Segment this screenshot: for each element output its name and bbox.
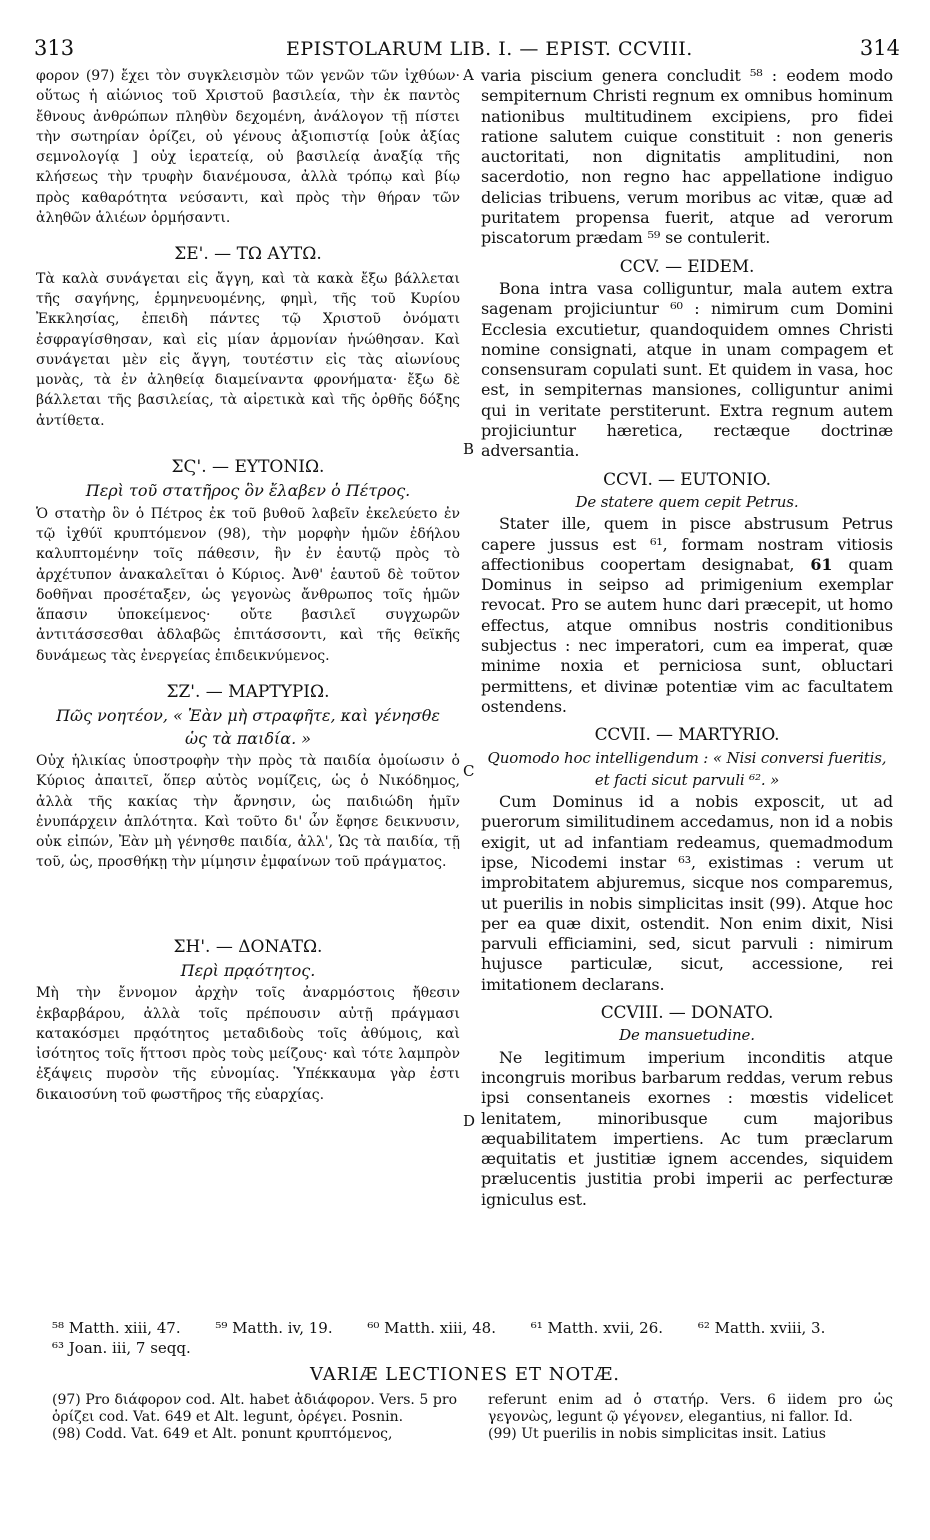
greek-heading-206: ΣϚ'. — ΕΥΤΟΝΙΩ.	[171, 457, 325, 478]
variae-lectiones-title: VARIÆ LECTIONES ET NOTÆ.	[310, 1364, 620, 1385]
latin-subtitle-208: De mansuetudine.	[619, 1026, 755, 1045]
latin-subtitle-206: De statere quem cepit Petrus.	[575, 492, 799, 511]
greek-column	[36, 66, 460, 1105]
greek-heading-205: ΣΕ'. — ΤΩ ΑΥΤΩ.	[174, 244, 322, 265]
margin-mark-d: D	[463, 1112, 476, 1130]
footnotes-line-1	[52, 1318, 912, 1338]
variae-right-column	[488, 1392, 893, 1443]
latin-paragraph-0: varia piscium genera concludit ⁵⁸ : eodem modo sempiternum Christi regnum ex omnibus hominum nationibus multitudinem excipiens, pro fidei ratione salutem cuique constituit : non generis auctoritati, non dignitatis amplitudini, non sacerdotio, non regno hac appellatione indiguo delicias tribuens, verum moribus ac vitæ, quæ ad puritatem propensa fuerit, atque ad verorum piscatorum prædam ⁵⁹ se contulerit.	[481, 66, 893, 248]
running-header	[0, 36, 930, 62]
footnote-63: ⁶³ Joan. iii, 7 seqq.	[52, 1339, 191, 1357]
margin-mark-a: A	[463, 66, 474, 84]
running-title: EPISTOLARUM LIB. I. — EPIST. CCVIII.	[286, 38, 693, 60]
latin-subtitle-207b: et facti sicut parvuli ⁶². »	[594, 770, 780, 789]
latin-paragraph-208: Ne legitimum imperium inconditis atque incongruis moribus barbarum reddas, verum rebus ipsi consentaneis exornes : mœstis videlicet lenitatem, minoribusque cum majoribus æquabilitatem impertiens. Ac tum præclarum æquitatis et justitiæ ignem accendes, siquidem prælucentis justitia probi imperii ac perfecturæ igniculus est.	[481, 1047, 893, 1209]
column-number: 61	[810, 554, 833, 574]
latin-column	[481, 66, 893, 1210]
latin-paragraph-206b: quam Dominus in seipso ad primigenium exemplar revocat. Pro se autem hunc dari præcepit, ut homo effectus, atque omnibus nostris conditionibus subjectus : nec imperatori, cum ea imperat, quæ minime noxia et perniciosa sunt, obluctari permittens, et divinæ potentiæ vim ac facultatem ostendens.	[481, 554, 894, 716]
latin-paragraph-206	[481, 514, 893, 717]
margin-mark-c: C	[463, 762, 475, 780]
latin-subtitle-207a: Quomodo hoc intelligendum : « Nisi conversi fueritis,	[487, 748, 887, 767]
latin-paragraph-207: Cum Dominus id a nobis exposcit, ut ad puerorum similitudinem accedamus, non id a nobis exigit, ut ad infantiam redeamus, quemadmodum ipse, Nicodemi instar ⁶³, existimas : verum ut improbitatem abjuremus, sicque nos comparemus, ut puerilis in nobis simplicitas insit (99). Atque hoc per ea quæ dixit, ostendit. Non enim dixit, Nisi parvuli efficiamini, sed, sicut parvuli : nimirum hujusce particulæ, sicut, accessione, rei imitationem declarans.	[481, 792, 893, 994]
greek-subtitle-207a: Πῶς νοητέον, « Ἐὰν μὴ στραφῆτε, καὶ γένησθε	[56, 706, 440, 726]
footnote-61: ⁶¹ Matth. xvii, 26.	[530, 1319, 664, 1337]
footnote-62: ⁶² Matth. xviii, 3.	[697, 1319, 826, 1337]
latin-paragraph-206a: Stater ille, quem in pisce abstrusum Petrus capere jussus est ⁶¹, formam nostram vitiosis affectionibus coopertam designabat,	[481, 514, 893, 574]
variae-note-98: (98) Codd. Vat. 649 et Alt. ponunt κρυπτόμενος,	[52, 1426, 393, 1442]
footnotes-line-2	[52, 1338, 912, 1358]
page-number-right: 314	[859, 36, 900, 60]
latin-heading-205: CCV. — EIDEM.	[619, 256, 755, 277]
latin-heading-208: CCVIII. — DONATO.	[600, 1003, 774, 1024]
greek-paragraph-0: φορον (97) ἔχει τὸν συγκλεισμὸν τῶν γενῶν τῶν ἰχθύων· οὕτως ἡ αἰώνιος τοῦ Χριστοῦ βασιλεία, τὴν ἐκ παντὸς ἔθνους ἀνθρώπων πληθὺν δεχομένη, ἀνάλογον τῇ πίστει τὴν σωτηρίαν ὁρίζει, οὐ γένους ἀξιοπιστίᾳ [οὐκ ἀξίας σεμνολογίᾳ ] οὐχ ἱερατείᾳ, οὐ βασιλείᾳ ἀναξίᾳ τῆς κλήσεως τὴν τρυφὴν διανέμουσα, ἀλλὰ τρόπῳ καὶ βίῳ πρὸς καθαρότητα νεύσαντι, καὶ πρὸς τὴν θήραν τῶν ἀληθῶν ἁλιέων ὁρμήσαντι.	[36, 68, 460, 227]
variae-note-98-cont: referunt enim ad ὁ στατήρ. Vers. 6 iidem pro ὡς γεγονὼς, legunt ῷ γέγονεν, elegantius, ni fallor. Id.	[488, 1392, 893, 1425]
footnote-60: ⁶⁰ Matth. xiii, 48.	[367, 1319, 496, 1337]
latin-heading-206: CCVI. — EUTONIO.	[603, 469, 771, 490]
latin-paragraph-205: Bona intra vasa colliguntur, mala autem extra sagenam projiciuntur ⁶⁰ : nimirum cum Domini Ecclesia excutietur, quandoquidem omnes Christi nomine consignati, atque in unam compagem et consensuram copulati sunt. Et quidem in vasa, hoc est, in sempiternas mansiones, colliguntur animi qui in veritate perstiterunt. Extra regnum autem projiciuntur hæretica, rectæque doctrinæ adversantia.	[481, 278, 893, 461]
footnote-58: ⁵⁸ Matth. xiii, 47.	[52, 1319, 181, 1337]
greek-paragraph-207: Οὐχ ἡλικίας ὑποστροφὴν τὴν πρὸς τὰ παιδία ὁμοίωσιν ὁ Κύριος ἀπαιτεῖ, ὅπερ αὐτὸς νομίζεις, ὡς ὁ Νικόδημος, ἀλλὰ τῆς κακίας τὴν ἄρνησιν, ὡς παιδιώδη ἡμῖν ἐνυπάρχειν ἁπλότητα. Καὶ τοῦτο δι' ὧν ἔφησε δεικνυσιν, οὐκ εἰπών, Ἐὰν μὴ γένησθε παιδία, ἀλλ', Ὡς τὰ παιδία, τῇ τοῦ, ὡς, προσθήκῃ τὴν μίμησιν ἐμφαίνων τοῦ πράγματος.	[36, 752, 460, 871]
margin-mark-b: B	[463, 440, 475, 458]
greek-heading-208: ΣΗ'. — ΔΟΝΑΤΩ.	[173, 936, 323, 957]
greek-paragraph-205: Τὰ καλὰ συνάγεται εἰς ἄγγη, καὶ τὰ κακὰ ἔξω βάλλεται τῆς σαγήνης, ἑρμηνευομένης, φημὶ, τῆς τοῦ Κυρίου Ἐκκλησίας, ἐπειδὴ πάντες τῷ Χριστοῦ ὀνόματι ἐσφραγίσθησαν, καὶ εἰς μίαν ἁρμονίαν ἡνώθησαν. Καὶ συνάγεται μὲν εἰς ἄγγη, τουτέστιν εἰς τὰς αἰωνίους μονὰς, τὰ ἐν ἀληθείᾳ διαμείναντα φρονήματα· ἔξω δὲ βάλλεται τῆς βασιλείας, τὰ αἱρετικὰ καὶ τῆς ὀρθῆς δόξης ἀντίθετα.	[36, 270, 460, 429]
variae-note-99: (99) Ut puerilis in nobis simplicitas insit. Latius	[488, 1426, 826, 1442]
greek-paragraph-208: Μὴ τὴν ἔννομον ἀρχὴν τοῖς ἀναρμόστοις ἤθεσιν ἐκβαρβάρου, ἀλλὰ τοῖς πρέπουσιν αὐτῇ πράγμασι κατακόσμει πρᾳότητος μεταδιδοὺς τοῖς ἀθύμοις, καὶ ἰσότητος τοῖς ἥττοσι πρὸς τοὺς μείζους· καὶ τότε λαμπρὸν ἐξάψεις πυρσὸν τῆς εὐνομίας. Ὑπέκκαυμα γὰρ ἐστι δικαιοσύνη τοῦ φωστῆρος τῆς εὐαρχίας.	[36, 985, 460, 1103]
greek-subtitle-206: Περὶ τοῦ στατῆρος ὃν ἔλαβεν ὁ Πέτρος.	[85, 481, 411, 501]
footnote-59: ⁵⁹ Matth. iv, 19.	[215, 1319, 333, 1337]
latin-heading-207: CCVII. — MARTYRIO.	[594, 725, 780, 746]
page-number-left: 313	[34, 36, 75, 60]
greek-subtitle-208: Περὶ πρᾳότητος.	[180, 960, 316, 980]
variae-note-97: (97) Pro διάφορον cod. Alt. habet ἀδιάφορον. Vers. 5 pro ὁρίζει cod. Vat. 649 et Alt. legunt, ὀρέγει. Posnin.	[52, 1392, 457, 1425]
footnotes	[52, 1318, 912, 1358]
variae-left-column	[52, 1392, 457, 1443]
greek-subtitle-207b: ὡς τὰ παιδία. »	[184, 728, 312, 748]
greek-paragraph-206: Ὁ στατὴρ ὃν ὁ Πέτρος ἐκ τοῦ βυθοῦ λαβεῖν ἐκελεύετο ἐν τῷ ἰχθύϊ κρυπτόμενον (98), τὴν μορφὴν ἡμῶν ἐδήλου καλυπτομένην τοῖς πάθεσιν, ἣν ἐν ἑαυτῷ πρὸς τὸ ἀρχέτυπον ἀνακαλεῖται ὁ Κύριος. Ἀνθ' ἑαυτοῦ δὲ τοῦτον δοθῆναι προσέταξεν, ὡς γεγονὼς ἄνθρωπος τοῖς ἡμῶν ἅπασιν ὑποκείμενος· οὔτε βασιλεῖ συγχωρῶν ἀντιτάσσεσθαι ἀδλαβῶς ἐπιτάσσοντι, καὶ τῆς θεϊκῆς δυνάμεως τὰς ἐνεργείας ἐπιδεικνύμενος.	[36, 505, 460, 664]
greek-heading-207: ΣΖ'. — ΜΑΡΤΥΡΙΩ.	[166, 682, 330, 703]
